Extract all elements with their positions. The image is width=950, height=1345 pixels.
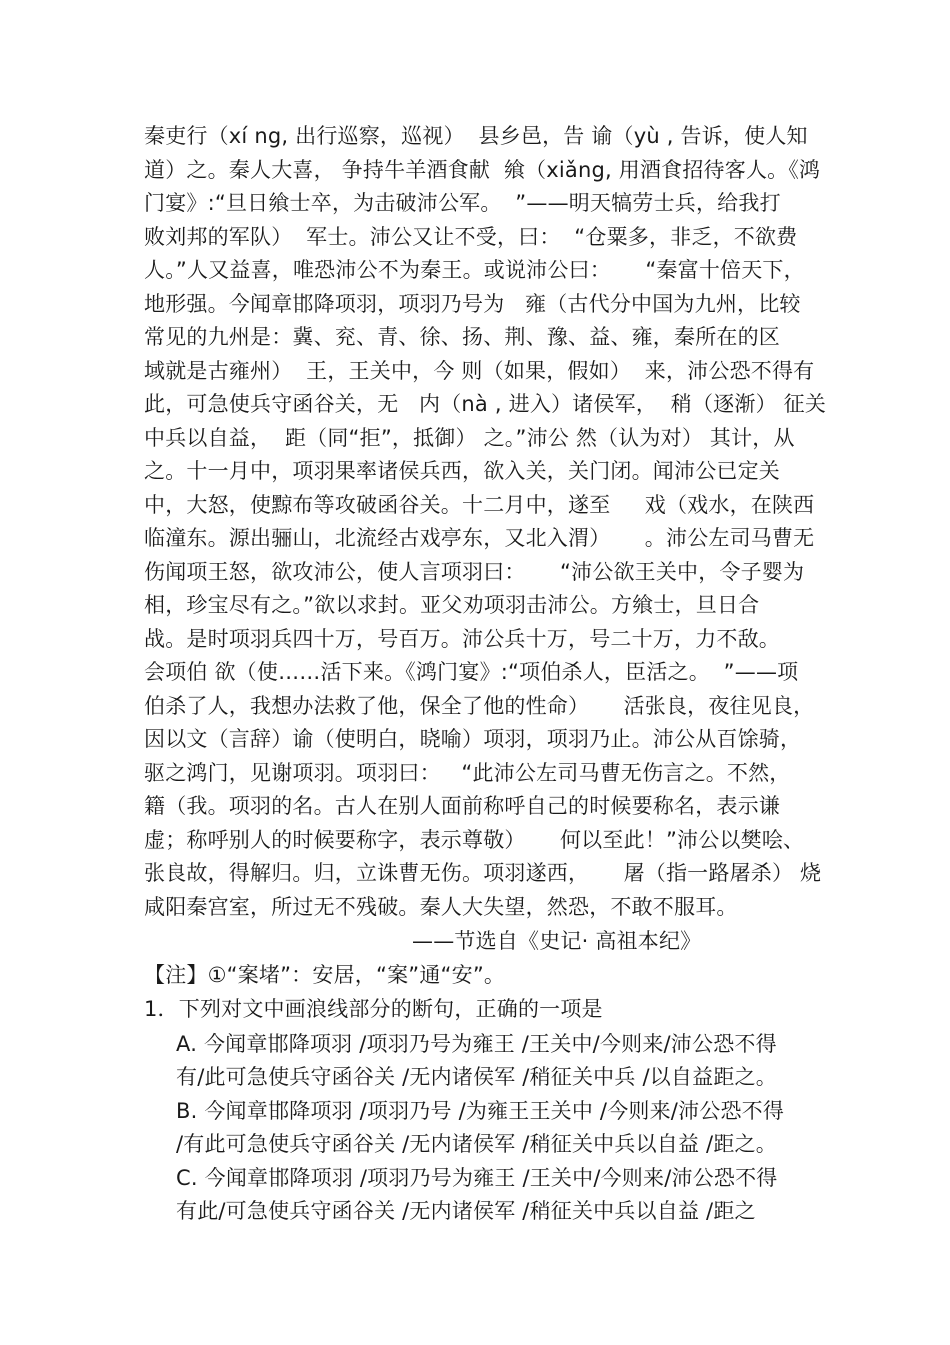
text-line: 中，大怒，使黥布等攻破函谷关。十二月中，遂至 戏（戏水，在陕西 <box>144 493 815 517</box>
source-citation: ——节选自《史记· 高祖本纪》 <box>412 929 702 953</box>
question-stem: 1．下列对文中画浪线部分的断句，正确的一项是 <box>144 997 603 1021</box>
text-line: 因以文（言辞）谕（使明白，晓喻）项羽，项羽乃止。沛公从百馀骑， <box>144 727 802 751</box>
text-line: 临潼东。源出骊山，北流经古戏亭东，又北入渭） 。沛公左司马曹无 <box>144 526 815 550</box>
text-line: 驱之鸿门，见谢项羽。项羽曰： “此沛公左司马曹无伤言之。不然， <box>144 761 791 785</box>
annotation-note: 【注】①“案堵”：安居，“案”通“安”。 <box>144 963 506 987</box>
option-a-line-1: A. 今闻章邯降项羽 /项羽乃号为雍王 /王关中/今则来/沛公恐不得 <box>176 1032 777 1056</box>
text-line: 道）之。秦人大喜， 争持牛羊酒食献 飨（xiǎng, 用酒食招待客人。《鸿 <box>144 158 821 182</box>
text-line: 之。十一月中，项羽果率诸侯兵西，欲入关，关门闭。闻沛公已定关 <box>144 459 780 483</box>
text-line: 籍（我。项羽的名。古人在别人面前称呼自己的时候要称名，表示谦 <box>144 794 780 818</box>
text-line: 虚；称呼别人的时候要称字，表示尊敬） 何以至此！”沛公以樊哙、 <box>144 828 805 852</box>
text-line: 门宴》:“旦日飨士卒，为击破沛公军。 ”——明天犒劳士兵，给我打 <box>144 191 781 215</box>
text-line: 败刘邦的军队） 军士。沛公又让不受，曰： “仓粟多，非乏，不欲费 <box>144 225 798 249</box>
text-line: 咸阳秦宫室，所过无不残破。秦人大失望，然恐，不敢不服耳。 <box>144 895 738 919</box>
text-line: 地形强。今闻章邯降项羽，项羽乃号为 雍（古代分中国为九州，比较 <box>144 292 801 316</box>
text-line: 战。是时项羽兵四十万，号百万。沛公兵十万，号二十万，力不敌。 <box>144 627 780 651</box>
text-line: 人。”人又益喜，唯恐沛公不为秦王。或说沛公曰： “秦富十倍天下， <box>144 258 805 282</box>
text-line: 域就是古雍州） 王，王关中，今 则（如果，假如） 来，沛公恐不得有 <box>144 359 815 383</box>
text-line: 此，可急使兵守函谷关，无 内（nà , 进入）诸侯军， 稍（逐渐） 征关 <box>144 392 827 416</box>
text-line: 会项伯 欲（使……活下来。《鸿门宴》:“项伯杀人，臣活之。 ”——项 <box>144 660 799 684</box>
text-line: 中兵以自益， 距（同“拒”，抵御） 之。”沛公 然（认为对） 其计，从 <box>144 426 795 450</box>
text-line: 常见的九州是：冀、兖、青、徐、扬、荆、豫、益、雍，秦所在的区 <box>144 325 780 349</box>
option-c-line-2: 有此/可急使兵守函谷关 /无内诸侯军 /稍征关中兵以自益 /距之 <box>176 1199 756 1223</box>
option-c-line-1: C. 今闻章邯降项羽 /项羽乃号为雍王 /王关中/今则来/沛公恐不得 <box>176 1166 778 1190</box>
text-line: 张良故，得解归。归，立诛曹无伤。项羽遂西， 屠（指一路屠杀） 烧 <box>144 861 822 885</box>
option-b-line-1: B. 今闻章邯降项羽 /项羽乃号 /为雍王王关中 /今则来/沛公恐不得 <box>176 1099 785 1123</box>
text-line: 秦吏行（xí ng, 出行巡察，巡视） 县乡邑，告 谕（yù , 告诉，使人知 <box>144 124 808 148</box>
option-a-line-2: 有/此可急使兵守函谷关 /无内诸侯军 /稍征关中兵 /以自益距之。 <box>176 1065 777 1089</box>
text-line: 伤闻项王怒，欲攻沛公，使人言项羽曰： “沛公欲王关中，令子婴为 <box>144 560 805 584</box>
text-line: 相，珍宝尽有之。”欲以求封。亚父劝项羽击沛公。方飨士，旦日合 <box>144 593 760 617</box>
option-b-line-2: /有此可急使兵守函谷关 /无内诸侯军 /稍征关中兵以自益 /距之。 <box>176 1132 777 1156</box>
text-line: 伯杀了人，我想办法救了他，保全了他的性命） 活张良，夜往见良， <box>144 694 815 718</box>
